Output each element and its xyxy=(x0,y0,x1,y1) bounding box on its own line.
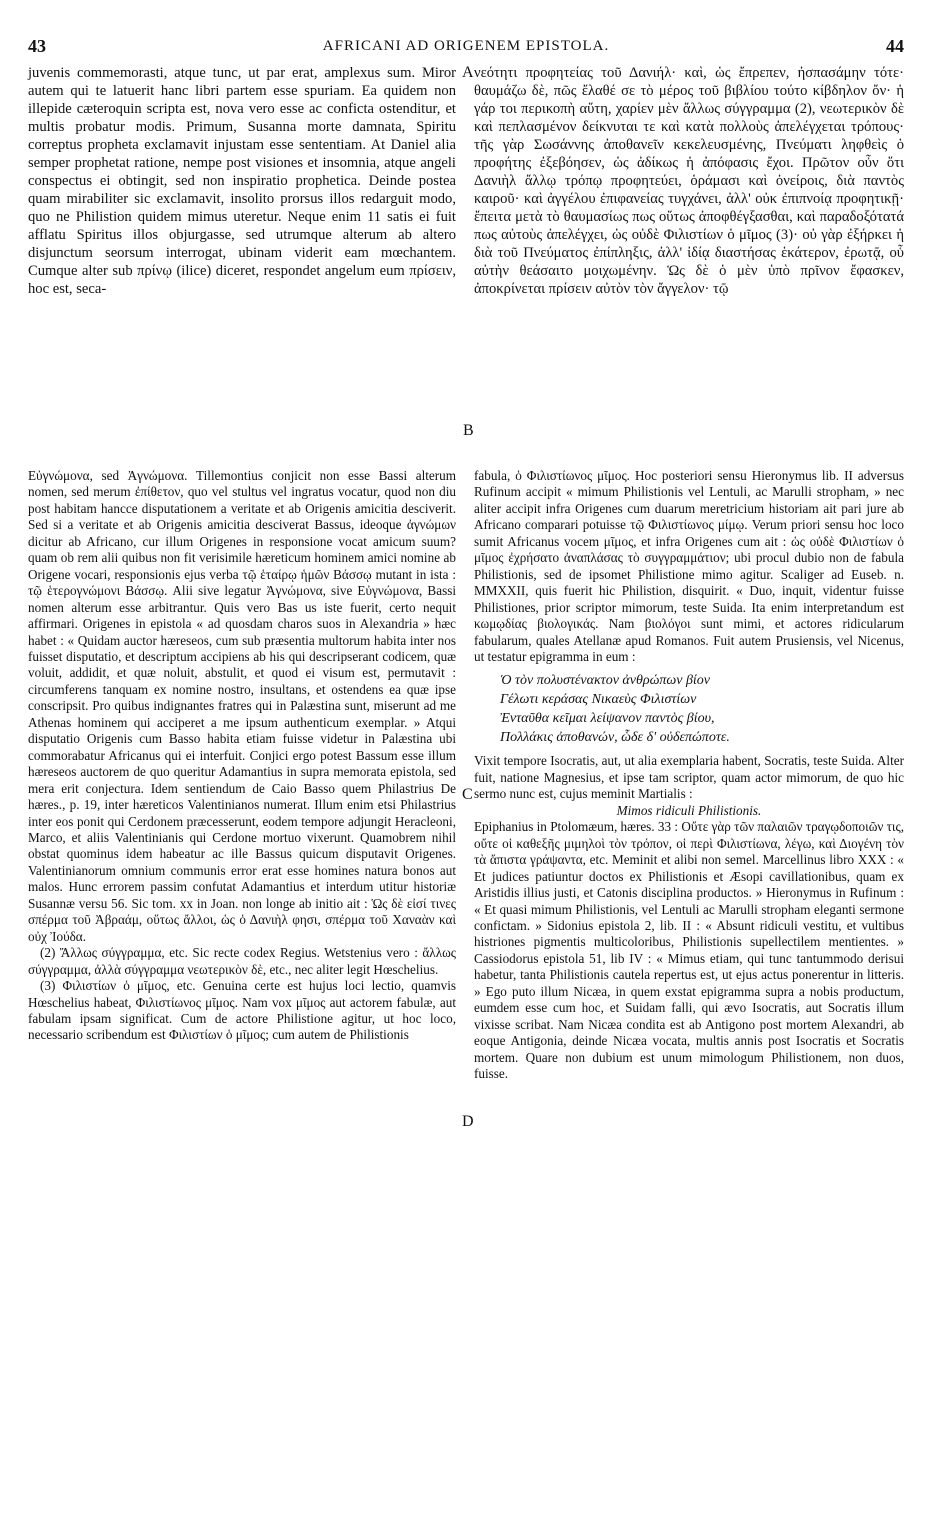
epigram-line: Ἐνταῦθα κεῖμαι λείψανον παντὸς βίου, xyxy=(500,711,715,727)
latin-paragraph: juvenis commemorasti, atque tunc, ut par erat, amplexus sum. Miror autem qui te latuerit hanc libri partem esse spuriam. Ea quidem non illepide cæteroquin scripta est, nova vero esse ac conficta ostenditur, et multis probatur modis. Primum, Susanna morte damnata, Spiritu correptus propheta exclamavit injustam esse sententiam. At Daniel alia semper prophetat ratione, nempe post visiones et insomnia, atque angeli conspectus ei obtingit, sed non inspiratio prophetica. Deinde postea quam mirabiliter sic exclamavit, insolito prorsus illos redarguit modo, quo ne Philistion quidem mimus uteretur. Neque enim 11 satis ei fuit afflatu Spiritus illos objurgasse, sed utrumque alterum ab altero disjunctum seorsum interrogat, ubinam viderit eam mœchantem. Cumque alter sub πρίνῳ (ilice) diceret, respondet angelum eum πρίσειν, hoc est, seca- xyxy=(28,65,456,297)
section-divider xyxy=(28,466,904,467)
page-header xyxy=(28,36,904,58)
page-number-right: 44 xyxy=(886,36,904,56)
footnote-continuation: Εὐγνώμονα, sed Ἀγνώμονα. Tillemontius conjicit non esse Bassi alterum nomen, sed merum ἐπίθετον, quo vel stultus vel ingratus vocatur, quod non diu post habitam hancce disputationem a veritate et ab Origenis amicitia desciverit. Sed si a veritate et ab Origenis amicitia desciverat Bassus, ideoque ἀγνώμων dicitur ab Africano, cur illum Origenes in responsione vocat amicum suum? quam ob rem alii quibus non fit verisimile hæreticum hominem amici nomine ab Origene vocari, responsionis ejus verba τῷ ἑταίρῳ ἡμῶν Βάσσῳ mutant in ista : τῷ ἑτερογνώμονι Βάσσῳ. Alii sive legatur Ἀγνώμονα, sive Εὐγνώμονα, Bassi nomen alterum esse arbitrantur. Quis vero Bas us iste fuerit, certo nequit affirmari. Origenes in epistola « ad quosdam charos suos in Alexandria » hæc habet : « Quidam auctor hæreseos, cum sub præsentia multorum habita inter nos fuisset disputatio, et descriptum accipiens ab his qui descripserant codicem, quæ voluit, addidit, et quæ noluit, abstulit, et quod ei visum est, permutavit : circumferens tanquam ex nomine nostro, insultans, et ostendens ea quæ ipse conscripsit. Pro quibus indignantes fratres qui in Palæstina sunt, miserunt ad me Athenas hominem qui acciperet a me ipsum authenticum exemplar. » Atqui disputatio Origenis cum Basso habita etiam fuisse videtur in Palæstina ubi commorabatur Africanus qui ei interfuit. Conjici ergo potest Bassum esse illum hæreseos auctorem de quo queritur Adamantius in supra memorata epistola, sed mera erit conjectura. Idem sentiendum de Caio Basso quem Philastrius De hæres., p. 19, inter hæreticos Valentinianos numerat. Illum enim etsi Philastrius inter eos ponit qui Cerdonem præcesserunt, eodem tempore adjungit Heracleoni, Marco, et aliis Valentinianis qui Cerdone mortuo vixerunt. Quamobrem nihil obstat quominus idem habeatur ac ille Bassus quicum disputavit Origenes. Valentinianorum omnium communis error erat esse homines natura bonos aut malos. Hunc errorem passim confutat Adamantius et interdum utitur historiæ Susannæ versu 56. Sic tom. xx in Joan. non longe ab initio ait : Ὡς δὲ εἰσί τινες σπέρμα τοῦ Ἀβραάμ, οὕτως ἄλλοι, ὡς ὁ Δανιὴλ φησι, σπέρμα τοῦ Χαναὰν καὶ οὐχ Ἰούδα. xyxy=(28,468,456,944)
greek-paragraph: νεότητι προφητείας τοῦ Δανιήλ· καὶ, ὡς ἔπρεπεν, ἠσπασάμην τότε· θαυμάζω δὲ, πῶς ἔλαθέ σε τὸ μέρος τοῦ βιβλίου τούτο κίβδηλον ὄν· ἡ γάρ τοι περικοπὴ αὕτη, χαρίεν μὲν ἄλλως σύγγραμμα (2), νεωτερικὸν δὲ καὶ πεπλασμένον δείκνυται τε καὶ κατὰ πολλοὺς ἀπελέγχεται τρόπους· τῆς γὰρ Σωσάννης ἀποθανεῖν κεκελευσμένης, Πνεύματι ληφθεὶς ὁ προφήτης ἐξεβόησεν, ὡς ἀδίκως ἡ ἀπόφασις ἔχοι. Πρῶτον οὖν ὅτι Δανιὴλ ἄλλῳ τρόπῳ προφητεύει, ὁράμασι καὶ ὀνείροις, διὰ παντὸς καιροῦ· καὶ ἀγγέλου ἐπιφανείας τυγχάνει, ἀλλ' οὐκ ἐπιπνοίᾳ προφητικῇ· ἔπειτα μετὰ τὸ θαυμασίως πως οὕτως ἀποφθέγξασθαι, καὶ παραδοξότατά πως αὐτοὺς ἀπελέγχει, ὡς οὐδὲ Φιλιστίων ὁ μῖμος (3)· οὐ γὰρ ἐξήρκει ἡ διὰ τοῦ Πνεύματος ἐπίπληξις, ἀλλ' ἰδίᾳ διαστήσας ἑκάτερον, ἐρωτᾷ, οὗ αὐτὴν θεάσαιτο μοιχωμένην. Ὡς δὲ ὁ μὲν ὑπὸ πρῖνον ἔφασκεν, ἀποκρίνεται πρίσειν αὐτὸν τὸν ἄγγελον· τῷ xyxy=(474,65,904,297)
martialis-quote: Mimos ridiculi Philistionis. xyxy=(616,802,762,818)
epigram-line: Γέλωτι κεράσας Νικαεὺς Φιλιστίων xyxy=(500,692,697,708)
footnote-paragraph: Vixit tempore Isocratis, aut, ut alia exemplaria habent, Socratis, teste Suida. Alter fuit, natione Magnesius, et ipse tam scriptor, quam actor mimorum, de quo hic sermo nunc est, cujus meminit Martialis : xyxy=(474,753,904,802)
epigram-line: Πολλάκις ἀποθανών, ὧδε δ' οὐδεπώποτε. xyxy=(500,730,730,746)
margin-marker-a: A xyxy=(462,64,474,81)
margin-marker-b: B xyxy=(463,422,474,439)
footnote-2: (2) Ἄλλως σύγγραμμα, etc. Sic recte codex Regius. Wetstenius vero : ἄλλως σύγγραμμα, ἀλλὰ σύγγραμμα νεωτερικὸν δὲ, etc., nec aliter legit Hœschelius. xyxy=(28,945,456,977)
epigram xyxy=(500,671,904,747)
footnotes-left-column xyxy=(28,468,456,1044)
footnote-paragraph: Epiphanius in Ptolomæum, hæres. 33 : Οὔτε γὰρ τῶν παλαιῶν τραγῳδοποιῶν τις, οὔτε οἱ καθεξῆς μιμηλοὶ τὸν τρόπον, οἱ περὶ Φιλιστίωνα, λέγω, καὶ Διογένη τὸν τὰ ἄπιστα γράψαντα, etc. Meminit et alibi non semel. Marcellinus libro XXX : « Et judices patiuntur doctos ex Philistionis et Æsopi cavillationibus, quam ex Aristidis illius justi, et Catonis disciplina productos. » Hieronymus in Rufinum : « Et quasi mimum Philistionis, vel Lentuli ac Marulli stropham eleganti sermone confictam. » Sidonius epistola 2, lib. II : « Absunt ridiculi vestitu, et vultibus histriones pigmentis multicoloribus, Philistionis supellectilem mentientes. » Cassiodorus epistola 51, lib IV : « Mimus etiam, qui tunc tantummodo derisui habetur, tanta Philistionis cautela repertus est, ut ejus actus ponerentur in litteris. » Ego puto illum Nicæa, in quem exstat epigramma supra a nobis productum, eumdem esse cum hoc, et Suidam falli, qui ævo Isocratis, aut Socratis illum vixisse scribat. Nam Nicæa condita est ab Antigono post mortem Alexandri, ab eoque Antigonia, deinde Nicæa vocata, multis annis post Isocratis et Socratis mortem. Quare non dubium est unum mimologum Philistionem, non duos, fuisse. xyxy=(474,819,904,1082)
margin-marker-c: C xyxy=(462,786,473,803)
footnote-3: (3) Φιλιστίων ὁ μῖμος, etc. Genuina certe est hujus loci lectio, quamvis Hœschelius habeat, Φιλιστίωνος μῖμος. Nam vox μῖμος aut actorem fabulæ, aut fabulam ipsam significat. Cum de actore Philistione agitur, ut hoc loco, necessario scribendum est Φιλιστίων ὁ μῖμος; cum autem de Philistionis xyxy=(28,978,456,1043)
footnote-3-continuation: fabula, ὁ Φιλιστίωνος μῖμος. Hoc posteriori sensu Hieronymus lib. II adversus Rufinum accipit « mimum Philistionis vel Lentuli, ac Marulli stropham, » nec aliter accipit infra Origenes cum duarum meretricium historiam ait pari jure ab Africano comparari potuisse τῷ Φιλιστίωνος μίμῳ. Verum priori sensu hoc loco sumit Africanus vocem μῖμος, et infra Origenes cum ait : ὡς οὐδὲ Φιλιστίων ὁ μῖμος ἐχρήσατο ἀναπλάσας τὸ συγγραμμάτιον; ubi procul dubio non de fabula Philistionis, sed de ipsomet Philistione mimo agitur. Scaliger ad Euseb. n. MMXXII, quis fuerit hic Philistion, disquirit. « Duo, inquit, videntur fuisse Philistiones, prior scriptor mimorum, teste Suida. Ita enim interpretandum est κωμῳδίας βιολογικάς. Nam βιολόγοι sunt mimi, et actores ridicularum fabularum, quales Atellanæ apud Romanos. Fuit autem Prusiensis, vel Nicenus, ut testatur epigramma in eum : xyxy=(474,468,904,664)
page-number-left: 43 xyxy=(28,36,46,56)
epigram-line: Ὁ τὸν πολυστένακτον ἀνθρώπων βίον xyxy=(500,673,711,689)
margin-marker-d: D xyxy=(462,1113,474,1130)
footnotes-right-column xyxy=(474,468,904,1083)
greek-text-column xyxy=(474,64,904,298)
latin-text-column xyxy=(28,64,456,298)
running-title: AFRICANI AD ORIGENEM EPISTOLA. xyxy=(322,38,610,54)
